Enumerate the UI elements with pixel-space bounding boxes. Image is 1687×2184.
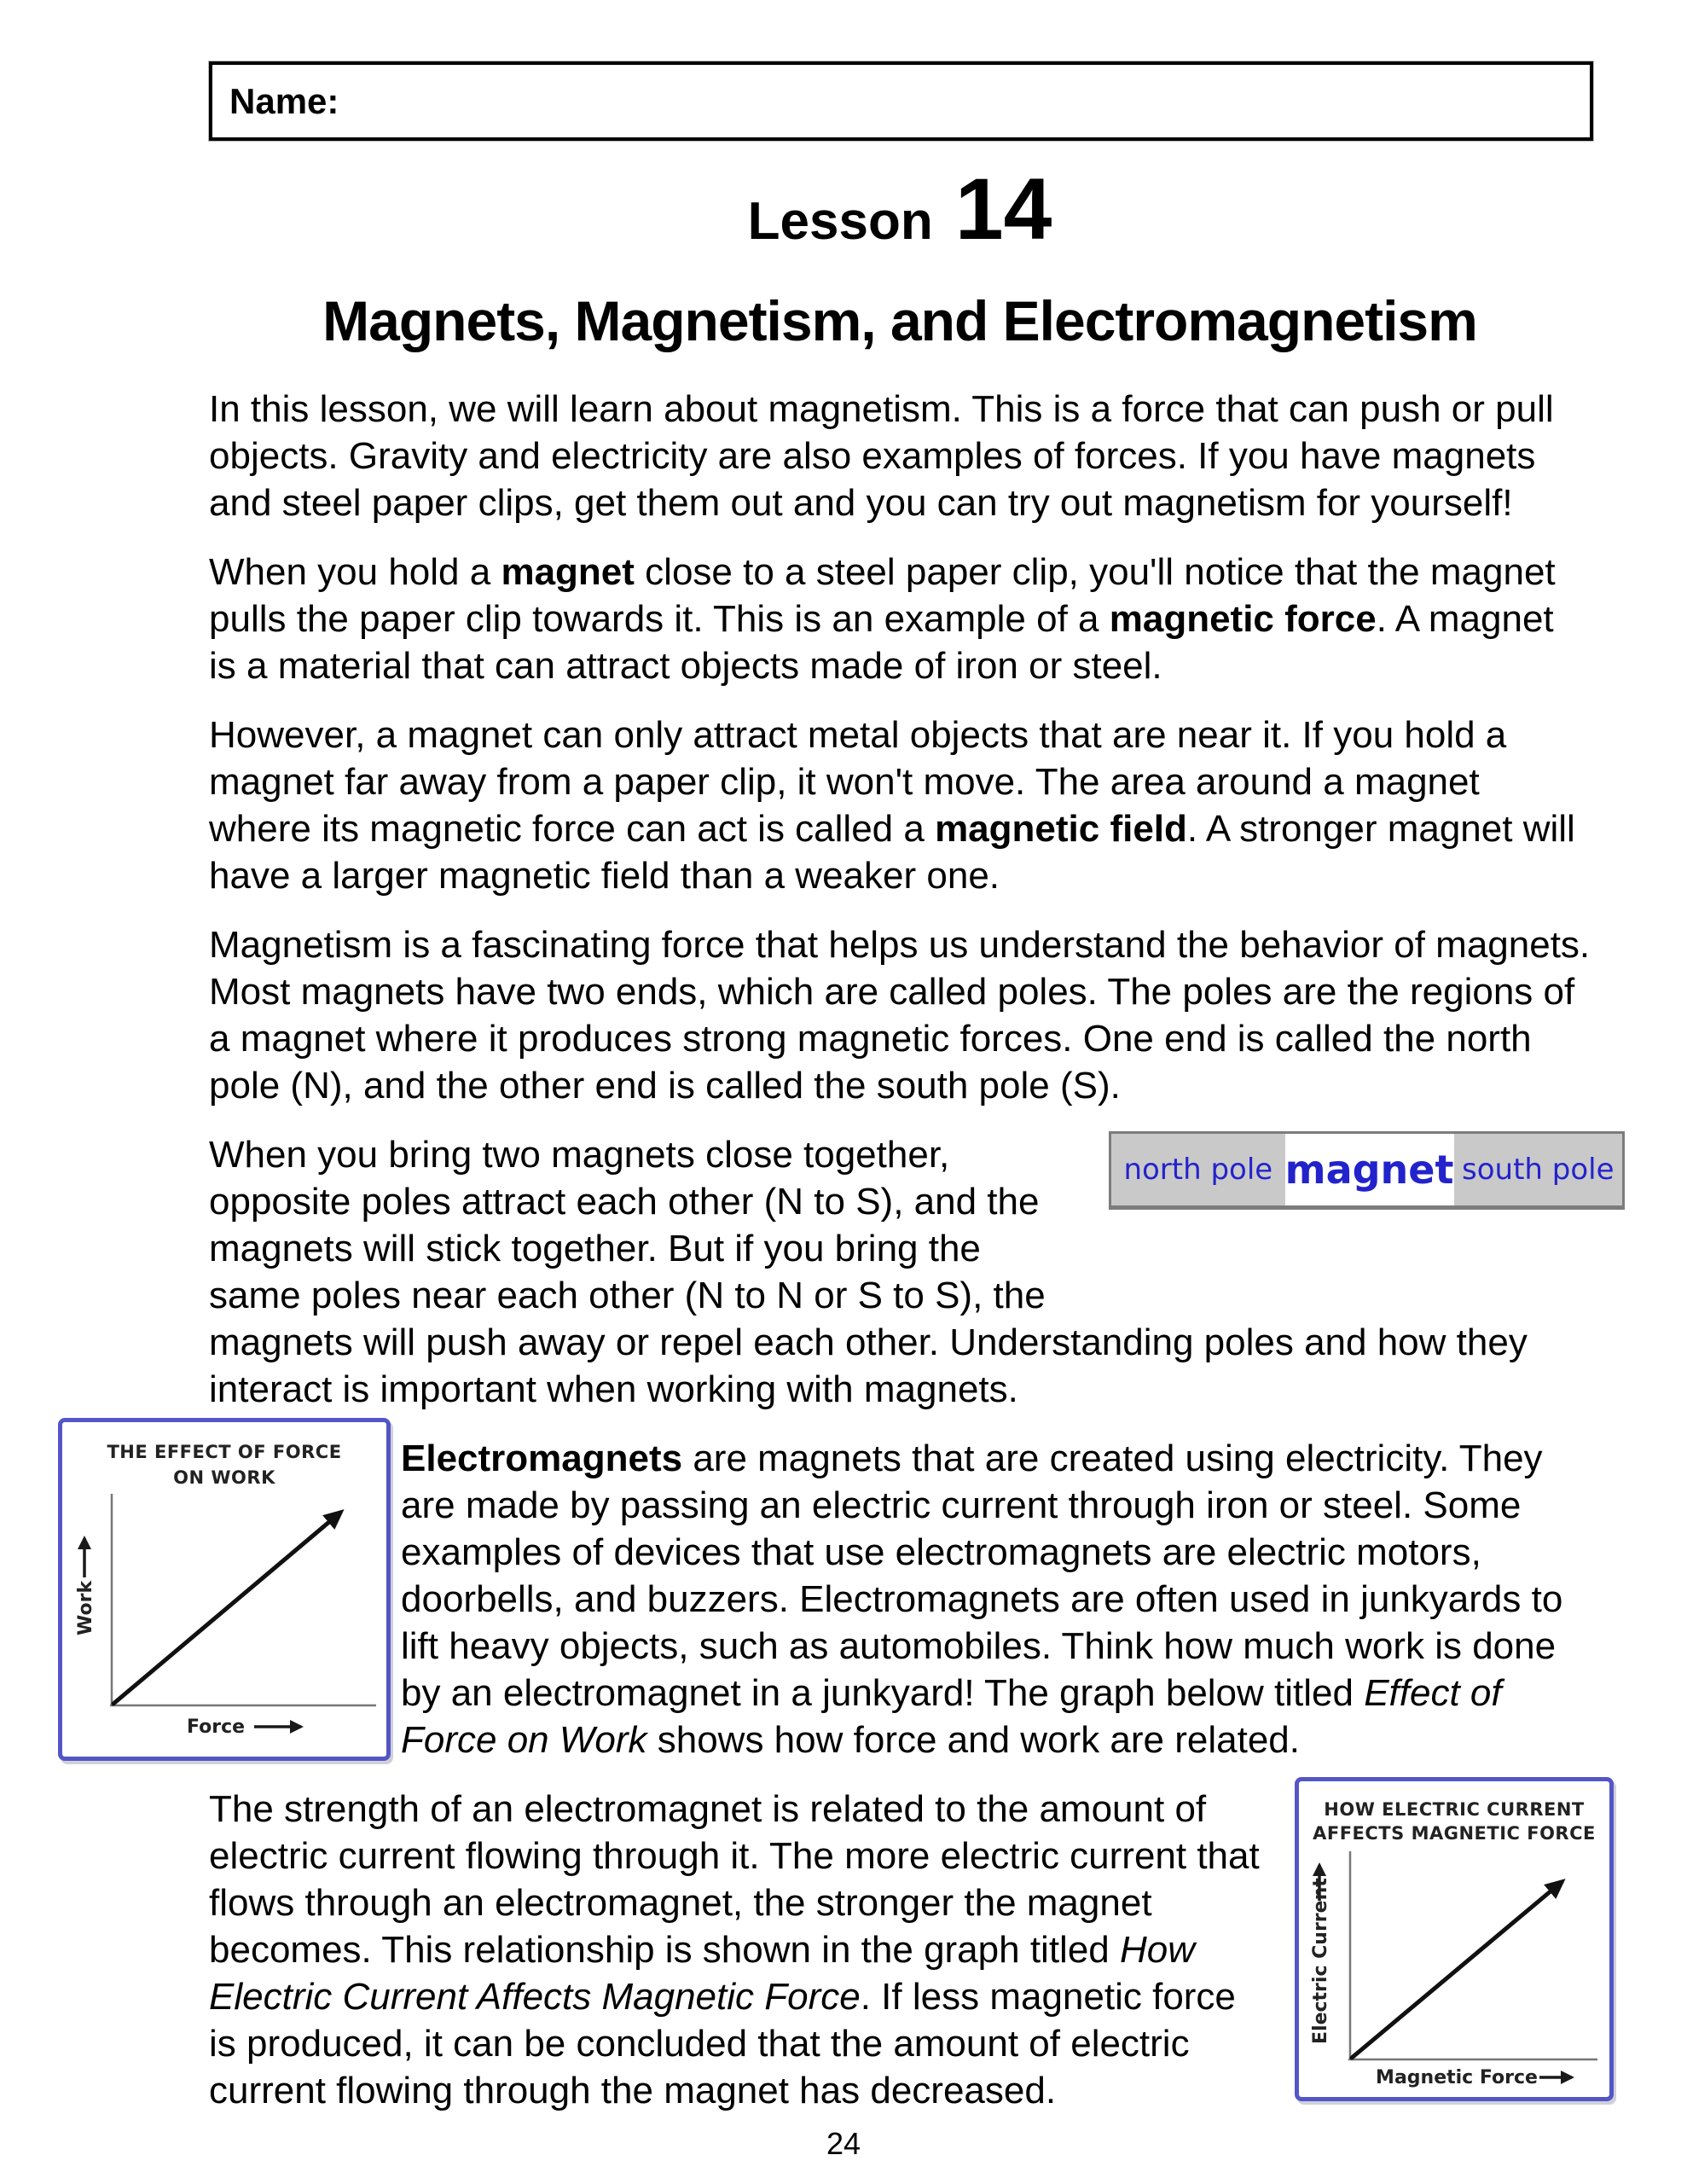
chart-title-line2: ON WORK [173,1467,275,1488]
page-title: Magnets, Magnetism, and Electromagnetism [322,289,1477,352]
magnet-north-pole-label: north pole [1111,1134,1285,1205]
current-force-chart-svg [1299,1781,1609,2097]
trend-line-arrow [1352,1882,1562,2058]
trend-line-arrow [113,1513,340,1704]
paragraph-6: THE EFFECT OF FORCE ON WORK Work Force Electromagnets are magnets that are created using electricity. They are made by passing an electric current through iron or steel. Some examples of devices that use electromagnets are electric motors, doorbells, and buzzers. Electromagnets are often used in junkyards to lift heavy objects, such as automobiles. Think how much work is done by an electromagnet in a junkyard! The graph below titled Effect of Force on Work shows how force and work are related. [209,1435,1591,1763]
force-axis-label: Force [186,1716,246,1738]
name-label: Name: [229,80,339,121]
italic-chart-reference-2: How Electric Current Affects Magnetic Force [209,1929,1196,2018]
chart2-title-line1: HOW ELECTRIC CURRENT [1324,1799,1585,1820]
paragraph-2: When you hold a magnet close to a steel paper clip, you'll notice that the magnet pulls the paper clip towards it. This is an example of a magnetic force. A magnet is a material that can attract objects made of iron or steel. [209,551,1556,687]
current-force-chart [1295,1777,1614,2101]
lesson-heading [209,160,1591,282]
bold-term-magnet: magnet [501,551,635,593]
paragraph-5 [209,1131,1615,1413]
bold-term-electromagnets: Electromagnets [401,1438,683,1479]
magnetic-force-axis-label: Magnetic Force [1376,2067,1538,2088]
paragraph-5-text: When you bring two magnets close together, opposite poles attract each other (N to S), and the magnets will stick together. But if you bring the same poles near each other (N to N or S to S), the magnets will push away or repel each other. Understanding poles and how they interact is important when working with magnets. [209,1134,1528,1410]
content-column [75,0,1615,2162]
chart-title-line1: THE EFFECT OF FORCE [107,1442,342,1462]
electric-current-axis-label: Electric Current [1310,1878,1331,2044]
name-box [209,61,1593,141]
bold-term-magnetic-field: magnetic field [935,808,1187,850]
work-axis-label: Work [75,1580,96,1635]
lesson-word: Lesson [747,192,933,251]
paragraph-3: However, a magnet can only attract metal objects that are near it. If you hold a magnet far away from a paper clip, it won't move. The area around a magnet where its magnetic force can act is called a magnetic field. A stronger magnet will have a larger magnetic field than a weaker one. [209,714,1575,897]
bold-term-magnetic-force: magnetic force [1109,598,1377,640]
paragraph-4-text: Magnetism is a fascinating force that helps us understand the behavior of magnets. Most magnets have two ends, which are called poles. The poles are the regions of a magnet where it produces strong magnetic forces. One end is called the north pole (N), and the other end is called the south pole (S). [209,924,1591,1107]
magnet-diagram [1109,1131,1625,1210]
paragraph-7: HOW ELECTRIC CURRENT AFFECTS MAGNETIC FORCE Electric Current Magnetic Force The strength of an electromagnet is related to the amount of electric current flowing through it. The more electric current that flows through an electromagnet, the stronger the magnet becomes. This relationship is shown in the graph titled How Electric Current Affects Magnetic Force. If less magnetic force is produced, it can be concluded that the amount of electric current flowing through the magnet has decreased. [209,1786,1591,2114]
italic-chart-reference: Effect of Force on Work [401,1672,1502,1761]
paragraph-4 [209,921,1591,1109]
chart2-title-line2: AFFECTS MAGNETIC FORCE [1313,1823,1596,1844]
paragraph-1-text: In this lesson, we will learn about magnetism. This is a force that can push or pull objects. Gravity and electricity are also examples of forces. If you have magnets and steel paper clips, get them out and you can try out magnetism for yourself! [209,388,1554,524]
force-work-chart [58,1418,391,1761]
lesson-number: 14 [954,160,1052,258]
paragraph-1 [209,386,1591,526]
magnet-south-pole-label: south pole [1454,1134,1623,1205]
magnet-center-label: magnet [1285,1134,1454,1205]
force-work-chart-svg [62,1422,386,1757]
page-number: 24 [826,2126,861,2161]
